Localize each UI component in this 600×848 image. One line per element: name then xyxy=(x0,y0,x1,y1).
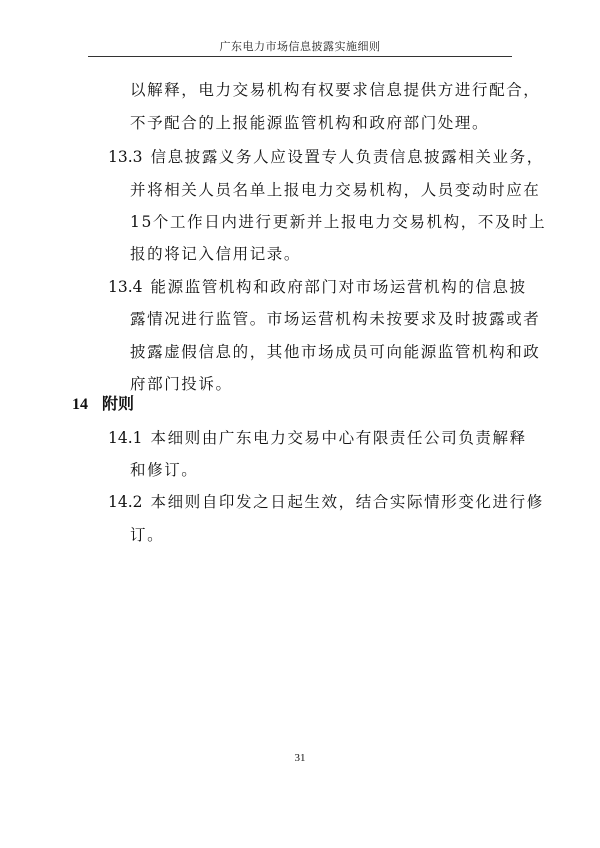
paragraph-line: 和修订。 xyxy=(130,461,199,479)
page-number: 31 xyxy=(294,752,306,764)
paragraph-line: 不予配合的上报能源监管机构和政府部门处理。 xyxy=(130,114,490,132)
clause-13-4-first-line xyxy=(108,277,527,297)
section-title: 附则 xyxy=(102,394,135,413)
clause-13-3-first-line xyxy=(108,147,544,167)
clause-number: 13.4 xyxy=(108,278,143,296)
paragraph-line: 并将相关人员名单上报电力交易机构，人员变动时应在 xyxy=(130,181,541,199)
clause-text: 信息披露义务人应设置专人负责信息披露相关业务， xyxy=(150,148,544,166)
paragraph-line: 以解释，电力交易机构有权要求信息提供方进行配合， xyxy=(130,81,541,99)
clause-number: 14.2 xyxy=(108,493,143,511)
clause-text: 本细则自印发之日起生效，结合实际情形变化进行修 xyxy=(150,493,544,511)
clause-14-1-first-line xyxy=(108,428,527,448)
paragraph-line: 报的将记入信用记录。 xyxy=(130,245,302,263)
section-number: 14 xyxy=(72,396,88,413)
header-divider xyxy=(88,56,512,57)
clause-number: 14.1 xyxy=(108,429,143,447)
paragraph-line: 府部门投诉。 xyxy=(130,375,233,393)
clause-text: 能源监管机构和政府部门对市场运营机构的信息披 xyxy=(150,278,527,296)
clause-number: 13.3 xyxy=(108,148,143,166)
paragraph-line: 订。 xyxy=(130,526,165,544)
clause-text: 本细则由广东电力交易中心有限责任公司负责解释 xyxy=(150,429,527,447)
header-title: 广东电力市场信息披露实施细则 xyxy=(219,40,381,53)
paragraph-line: 15个工作日内进行更新并上报电力交易机构，不及时上 xyxy=(130,213,547,231)
paragraph-line: 披露虚假信息的，其他市场成员可向能源监管机构和政 xyxy=(130,343,541,361)
paragraph-line: 露情况进行监管。市场运营机构未按要求及时披露或者 xyxy=(130,310,541,328)
section-14-heading xyxy=(72,394,134,415)
clause-14-2-first-line xyxy=(108,492,544,512)
